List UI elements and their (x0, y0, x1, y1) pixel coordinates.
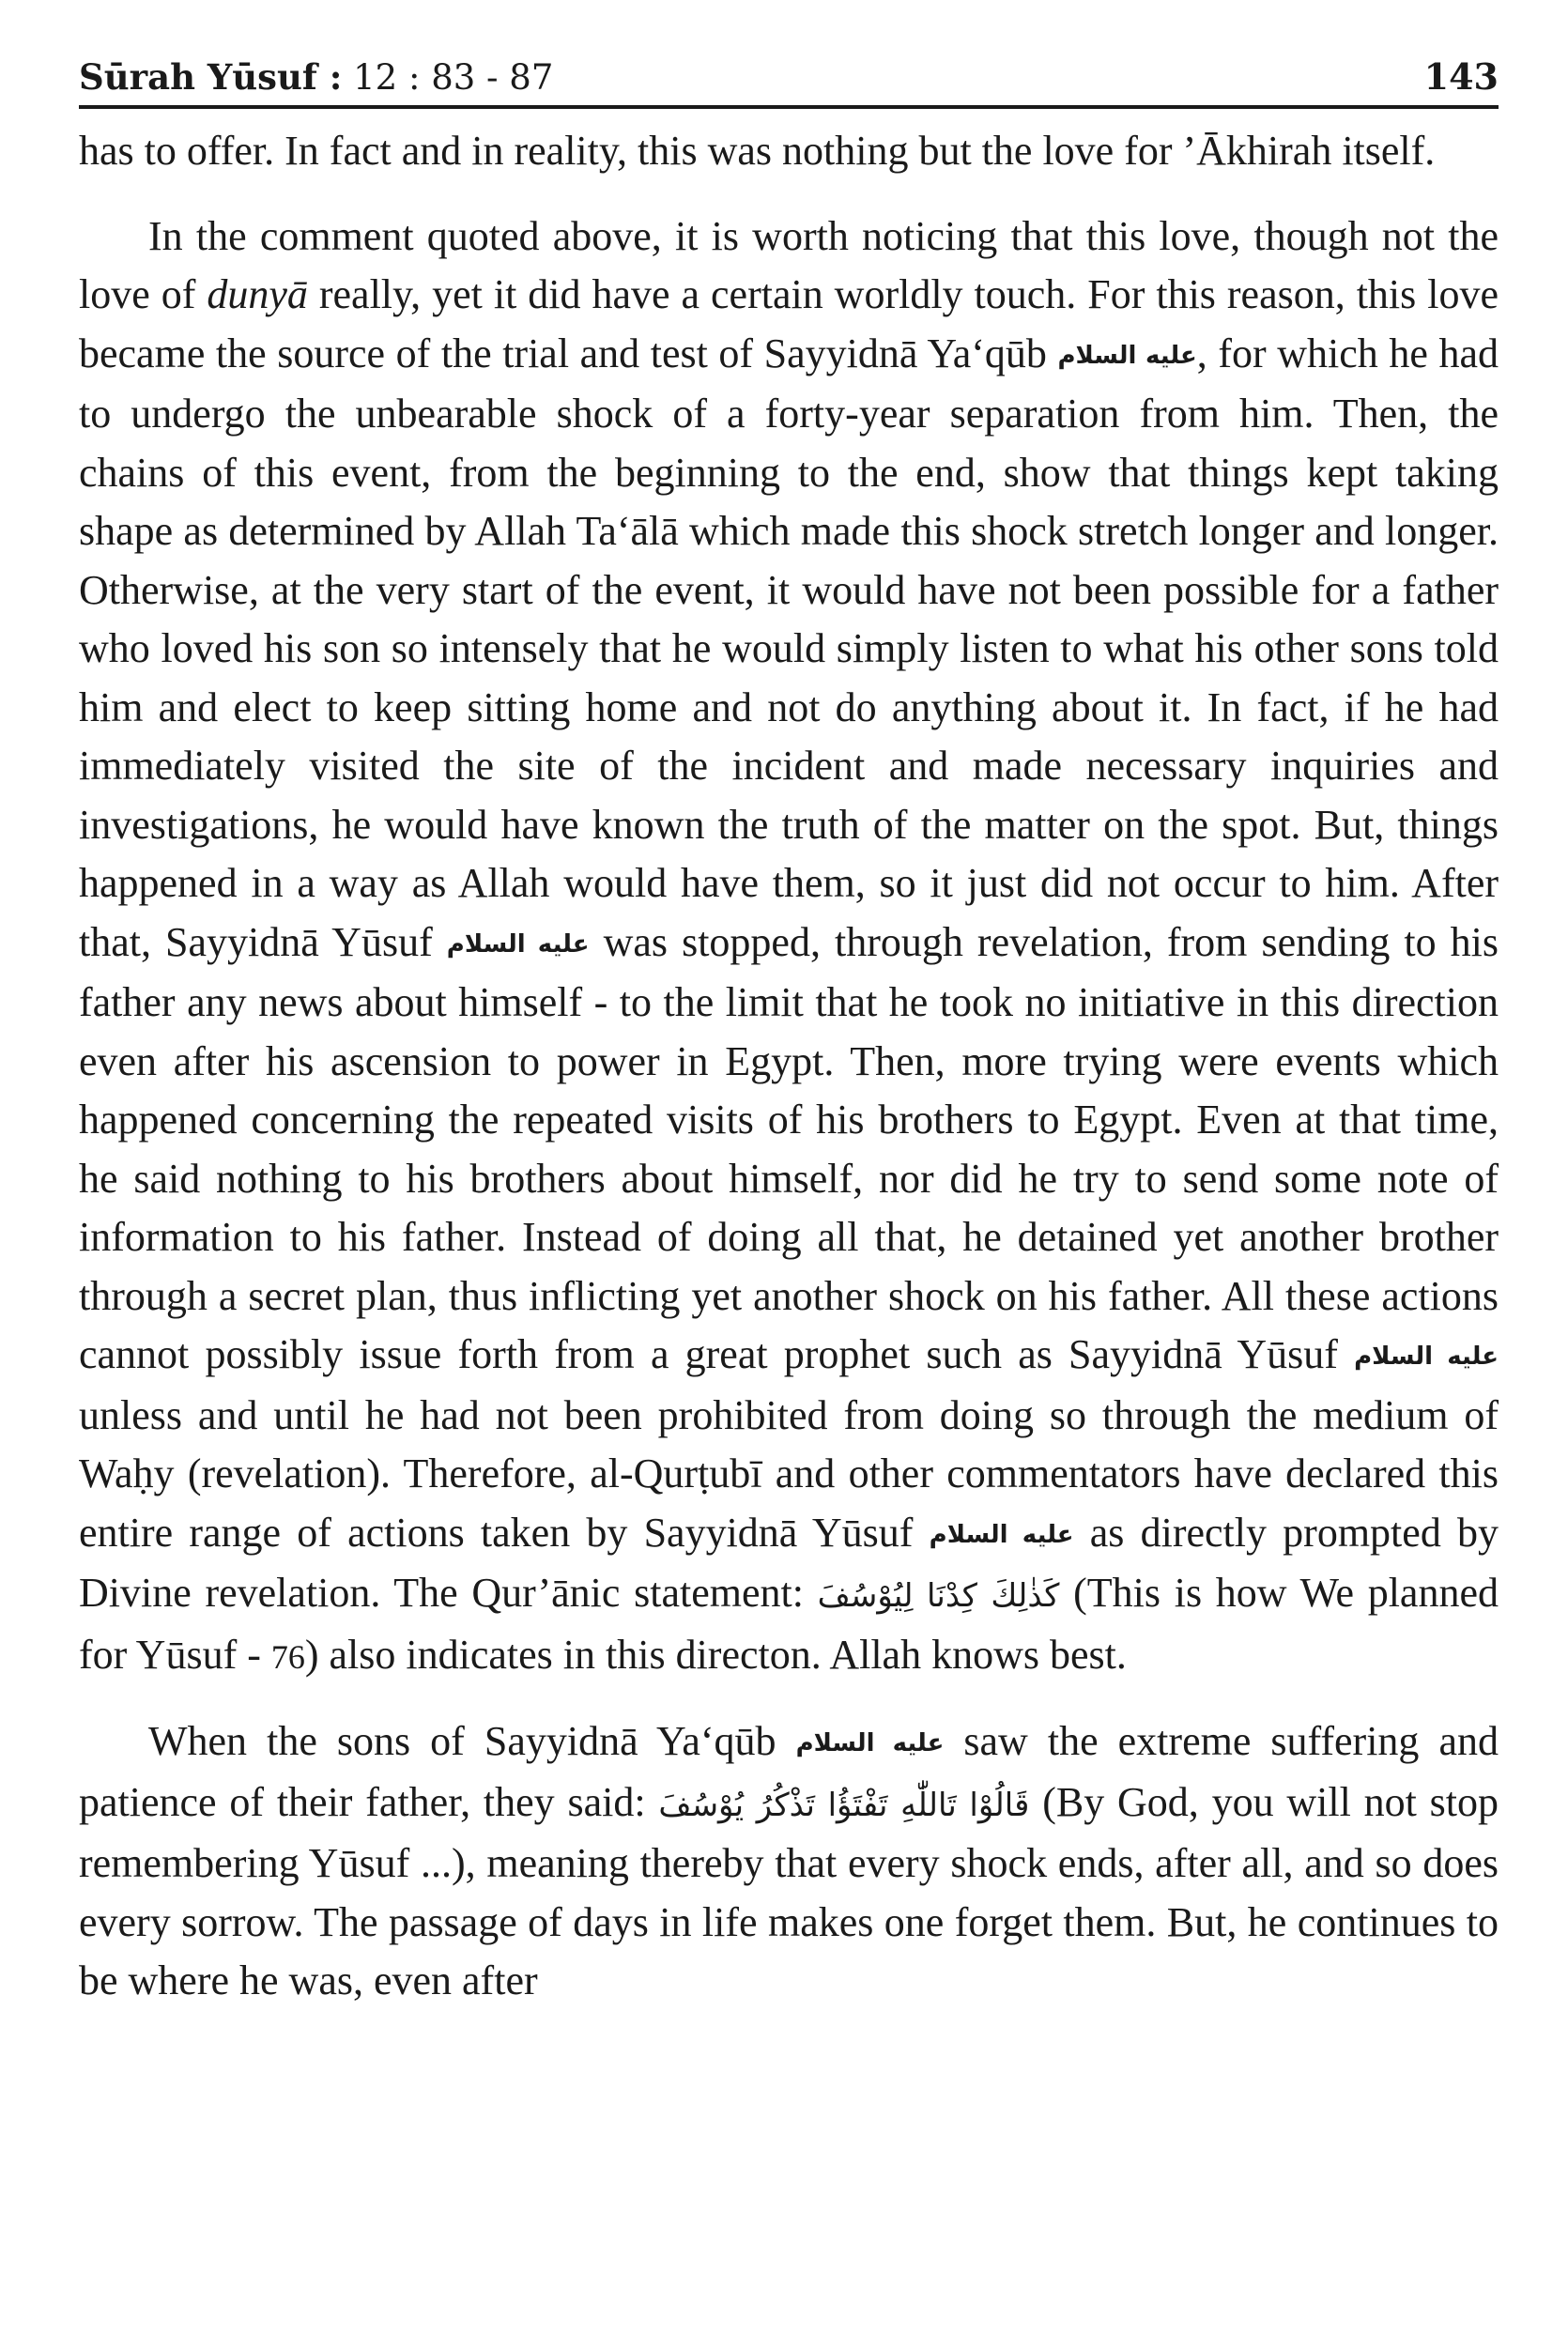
text-run: (By God, you will not stop remembering Yūsuf ...), meaning thereby that every shock ends, after all, and so does every sorrow. The passage of days in life makes one forget them. But, he continues to be where he was, even after (79, 1778, 1499, 2003)
page (79, 38, 1499, 2011)
honorific-glyph: عليه السلام (1354, 1343, 1499, 1371)
paragraph-2 (79, 207, 1499, 1687)
header-surah-name: Sūrah Yūsuf : (79, 56, 343, 98)
paragraph-1 (79, 122, 1499, 181)
text-run: has to offer. In fact and in reality, this was nothing but the love for ’Ākhirah itself. (79, 128, 1436, 174)
arabic-quote: قَالُوْا تَاللّٰهِ تَفْتَؤُا تَذْكُرُ يُوْسُفَ (658, 1786, 1030, 1824)
paragraph-3 (79, 1712, 1499, 2011)
text-run: In the comment quoted above, it is worth noticing that this love, though not the love of (79, 212, 1499, 317)
text-run: (This is how We planned for Yūsuf - (79, 1570, 1499, 1678)
header-rule (79, 105, 1499, 109)
honorific-glyph: عليه السلام (446, 929, 590, 959)
text-run: as directly prompted by Divine revelation. The Qur’ānic statement: (79, 1509, 1499, 1616)
honorific-glyph: عليه السلام (1057, 341, 1197, 370)
running-header (79, 38, 1499, 98)
text-run: ) also indicates in this directon. Allah knows best. (304, 1631, 1127, 1678)
body-text (79, 122, 1499, 2011)
text-run: really, yet it did have a certain worldly touch. For this reason, this love became the source of the trial and test of Sayyidnā Ya‘qūb (79, 271, 1499, 376)
honorific-glyph: عليه السلام (795, 1729, 945, 1757)
text-run: was stopped, through revelation, from sending to his father any news about himself - to the limit that he took no initiative in this direction even after his ascension to power in Egypt. Then, more trying were events which happened concerning the repeated visits of his brothers to Egypt. Even at that time, he said nothing to his brothers about himself, nor did he try to send some note of information to his father. Instead of doing all that, he detained yet another brother through a secret plan, thus inflicting yet another shock on his father. All these actions cannot possibly issue forth from a great prophet such as Sayyidnā Yūsuf (79, 918, 1499, 1377)
arabic-quote: كَذٰلِكَ كِدْنَا لِيُوْسُفَ (817, 1577, 1060, 1615)
italic-term: dunyā (207, 271, 308, 317)
header-title (79, 56, 553, 98)
page-number: 143 (1423, 55, 1499, 98)
text-run: When the sons of Sayyidnā Ya‘qūb (148, 1718, 796, 1764)
text-run: saw the extreme suffering and patience of their father, they said: (79, 1718, 1499, 1825)
text-run: unless and until he had not been prohibited from doing so through the medium of Waḥy (revelation). Therefore, al-Qurṭubī and other commentators have declared this entire range of actions taken by Sayyidnā Yūsuf (79, 1391, 1499, 1556)
verse-number: 76 (270, 1637, 305, 1676)
honorific-glyph: عليه السلام (929, 1520, 1074, 1549)
text-run: , for which he had to undergo the unbearable shock of a forty-year separation from him. Then, the chains of this event, from the beginning to the end, show that things kept taking shape as determined by Allah Ta‘ālā which made this shock stretch longer and longer. Otherwise, at the very start of the event, it would have not been possible for a father who loved his son so intensely that he would simply listen to what his other sons told him and elect to keep sitting home and not do anything about it. In fact, if he had immediately visited the site of the incident and made necessary inquiries and investigations, he would have known the truth of the matter on the spot. But, things happened in a way as Allah would have them, so it just did not occur to him. After that, Sayyidnā Yūsuf (79, 330, 1499, 965)
header-verse-range: 12 : 83 - 87 (342, 57, 554, 98)
